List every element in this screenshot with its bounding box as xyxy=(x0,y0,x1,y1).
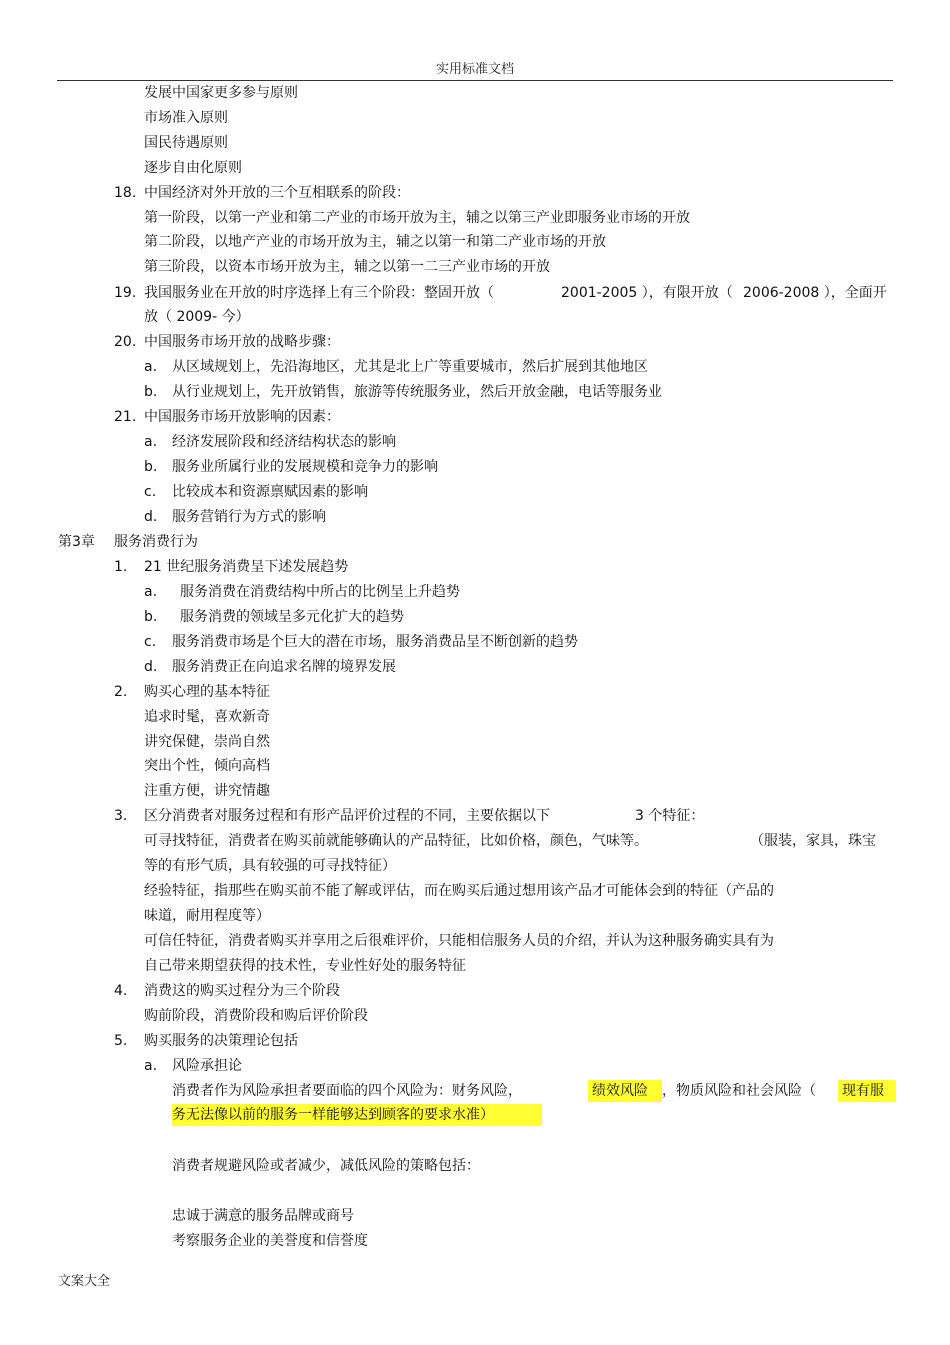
text-line: 服务业所属行业的发展规模和竞争力的影响 xyxy=(172,459,438,475)
item-number: 20. xyxy=(114,334,137,350)
text-line: 3 个特征： xyxy=(635,808,705,824)
text-line: 服务消费在消费结构中所占的比例呈上升趋势 xyxy=(180,584,460,600)
text-line: 从行业规划上，先开放销售，旅游等传统服务业，然后开放金融，电话等服务业 xyxy=(172,384,662,400)
sub-item-letter: c. xyxy=(144,634,157,650)
page-footer: 文案大全 xyxy=(58,1274,111,1289)
text-line: 服务消费市场是个巨大的潜在市场，服务消费品呈不断创新的趋势 xyxy=(172,634,578,650)
chapter-title: 服务消费行为 xyxy=(114,534,198,550)
sub-item-letter: b. xyxy=(144,459,158,475)
sub-item-letter: d. xyxy=(144,509,158,525)
text-line: 可信任特征，消费者购买并享用之后很难评价，只能相信服务人员的介绍，并认为这种服务确实具有为 xyxy=(144,933,774,949)
text-line: 国民待遇原则 xyxy=(144,135,228,151)
text-line: 经济发展阶段和经济结构状态的影响 xyxy=(172,434,396,450)
text-line: 消费这的购买过程分为三个阶段 xyxy=(144,983,340,999)
text-line: 忠诚于满意的服务品牌或商号 xyxy=(172,1208,354,1224)
text-line: 比较成本和资源禀赋因素的影响 xyxy=(172,484,368,500)
highlighted-text: 现有服 xyxy=(838,1080,896,1102)
sub-item-letter: b. xyxy=(144,384,158,400)
item-number: 19. xyxy=(114,285,137,301)
text-line: 讲究保健，崇尚自然 xyxy=(144,734,270,750)
sub-item-letter: a. xyxy=(144,584,158,600)
text-line: 第二阶段，以地产产业的市场开放为主，辅之以第一和第二产业市场的开放 xyxy=(144,234,606,250)
text-line: 消费者作为风险承担者要面临的四个风险为：财务风险， xyxy=(172,1083,522,1099)
text-line: 购买心理的基本特征 xyxy=(144,684,270,700)
text-line: 购前阶段，消费阶段和购后评价阶段 xyxy=(144,1008,368,1024)
text-line: 21 世纪服务消费呈下述发展趋势 xyxy=(144,559,349,575)
text-line: 味道，耐用程度等） xyxy=(144,908,270,924)
text-line: 区分消费者对服务过程和有形产品评价过程的不同，主要依据以下 xyxy=(144,808,550,824)
text-line: 服务营销行为方式的影响 xyxy=(172,509,326,525)
header-rule xyxy=(57,80,893,81)
text-line: 放（ 2009- 今） xyxy=(144,309,250,325)
text-line: 中国经济对外开放的三个互相联系的阶段： xyxy=(144,185,410,201)
item-number: 18. xyxy=(114,185,137,201)
item-number: 5. xyxy=(114,1033,128,1049)
sub-item-letter: a. xyxy=(144,1058,158,1074)
item-number: 3. xyxy=(114,808,128,824)
sub-item-letter: d. xyxy=(144,659,158,675)
sub-item-letter: c. xyxy=(144,484,157,500)
sub-item-letter: a. xyxy=(144,359,158,375)
text-line: （服装，家具，珠宝 xyxy=(750,833,876,849)
text-line: 考察服务企业的美誉度和信誉度 xyxy=(172,1233,368,1249)
text-line: 中国服务市场开放的战略步骤： xyxy=(144,334,340,350)
text-line: 服务消费正在向追求名牌的境界发展 xyxy=(172,659,396,675)
text-line: 突出个性，倾向高档 xyxy=(144,758,270,774)
text-line: 服务消费的领域呈多元化扩大的趋势 xyxy=(180,609,404,625)
text-line: 从区域规划上，先沿海地区，尤其是北上广等重要城市，然后扩展到其他地区 xyxy=(172,359,648,375)
text-line: 等的有形气质，具有较强的可寻找特征） xyxy=(144,858,396,874)
highlighted-text: 绩效风险 xyxy=(588,1080,662,1102)
text-line: 追求时髦，喜欢新奇 xyxy=(144,709,270,725)
text-line: 注重方便，讲究情趣 xyxy=(144,783,270,799)
chapter-number: 第3章 xyxy=(58,534,95,550)
item-number: 21. xyxy=(114,409,137,425)
item-number: 1. xyxy=(114,559,128,575)
text-line: 消费者规避风险或者减少，减低风险的策略包括： xyxy=(172,1158,480,1174)
page-header: 实用标准文档 xyxy=(435,62,514,77)
text-line: 2006-2008 ），全面开 xyxy=(743,285,887,301)
text-line: 我国服务业在开放的时序选择上有三个阶段：整固开放（ xyxy=(144,285,494,301)
text-line: ，物质风险和社会风险（ xyxy=(662,1083,816,1099)
item-number: 4. xyxy=(114,983,128,999)
text-line: 可寻找特征，消费者在购买前就能够确认的产品特征，比如价格，颜色，气味等。 xyxy=(144,833,648,849)
text-line: 发展中国家更多参与原则 xyxy=(144,85,298,101)
text-line: 自己带来期望获得的技术性，专业性好处的服务特征 xyxy=(144,958,466,974)
text-line: 第一阶段，以第一产业和第二产业的市场开放为主，辅之以第三产业即服务业市场的开放 xyxy=(144,210,690,226)
sub-item-letter: b. xyxy=(144,609,158,625)
text-line: 风险承担论 xyxy=(172,1058,242,1074)
text-line: 逐步自由化原则 xyxy=(144,160,242,176)
item-number: 2. xyxy=(114,684,128,700)
text-line: 第三阶段，以资本市场开放为主，辅之以第一二三产业市场的开放 xyxy=(144,259,550,275)
text-line: 购买服务的决策理论包括 xyxy=(144,1033,298,1049)
text-line: 经验特征，指那些在购买前不能了解或评估，而在购买后通过想用该产品才可能体会到的特征（产品的 xyxy=(144,883,774,899)
sub-item-letter: a. xyxy=(144,434,158,450)
highlighted-text: 务无法像以前的服务一样能够达到顾客的要求水准） xyxy=(172,1104,542,1126)
text-line: 中国服务市场开放影响的因素： xyxy=(144,409,340,425)
text-line: 市场准入原则 xyxy=(144,110,228,126)
text-line: 2001-2005 ），有限开放（ xyxy=(561,285,733,301)
